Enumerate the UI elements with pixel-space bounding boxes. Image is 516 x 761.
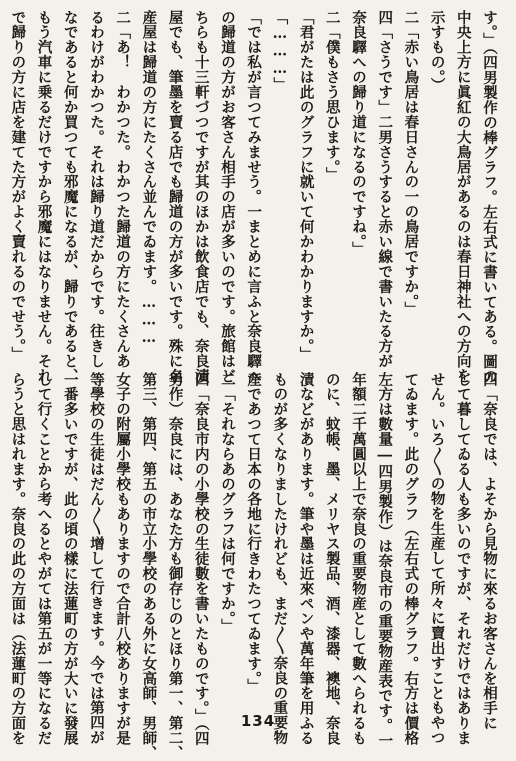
lower-text-block: 四「奈良では、よそから見物に來るお客さんを相手に して暮してゐる人も多いのですが、それだけではありま せん。いろ〳〵の物を生産して所々に賣出すこともやつ てゐます。此のグラフ（左右式の棒グラフ。右方は價格 左方は數量―四男製作）は奈良市の重要物産表です。一 年額二千萬圓以上で奈良の重要物産として數へられるも のに、蚊帳、墨、メリヤス製品、酒、漆器、襖地、奈良 漬などがあります。筆や墨は近來ペンや萬年筆を用ふる ものが多くなりましたけれども、まだ〳〵奈良の重要物 産であつて日本の各地に行きわたつてゐます。」 二「それならあのグラフは何ですか。」 四「奈良市内の小學校の生徒數を書いたものです。」（四 男作）奈良には、あなた方も御存じのとほり第一、第二、 第三、第四、第五の市立小學校のある外に女高師、男師、 女子の附屬小學校もありますので合計八校ありますが是 等學校の生徒はだん〳〵增して行きます。今では第四が 一番多いですが、此の頃の樣に法蓮町の方が大いに發展 して行くことから考へるとやがては第五が一等になるだ らうと思はれます。奈良の此の方面は（法蓮町の方面を bbox=[9, 372, 498, 761]
section-divider bbox=[18, 358, 498, 359]
upper-text-block: す。」（四男製作の棒グラフ。左右式に書いてある。圖の 中央上方に眞紅の大鳥居があるのは春日神社への方向を 示すもの。） 二「赤い鳥居は春日さんの一の鳥居ですか。」 四「さうです」二男さうすると赤い線で書いたる方が 奈良驛への歸り道になるのですね。」 二「僕もさう思ひます。」 「君がたは此のグラフに就いて何かわかりますか。」 「………」 「では私が言つてみませう。一まとめに言ふと奈良驛へ の歸道の方がお客さん相手の店が多いのです。旅館はど ちらも十三軒づつですが其のほかは飲食店でも、奈良漬 屋でも、筆墨を賣る店でも歸道の方が多いです。殊に名 産屋は歸道の方にたくさん並んでゐます。……… 二「あ！ わかつた。わかつた歸道の方にたくさんあ るわけがわかつた。それは歸り道だからです。往きし なであると何か買つても邪魔になるが、歸りであると、 もう汽車に乗るだけですから邪魔にはなりません。それ で歸りの方に店を建てた方がよく賣れるのでせう。」 bbox=[9, 10, 498, 385]
page-number: 134 bbox=[240, 712, 276, 730]
